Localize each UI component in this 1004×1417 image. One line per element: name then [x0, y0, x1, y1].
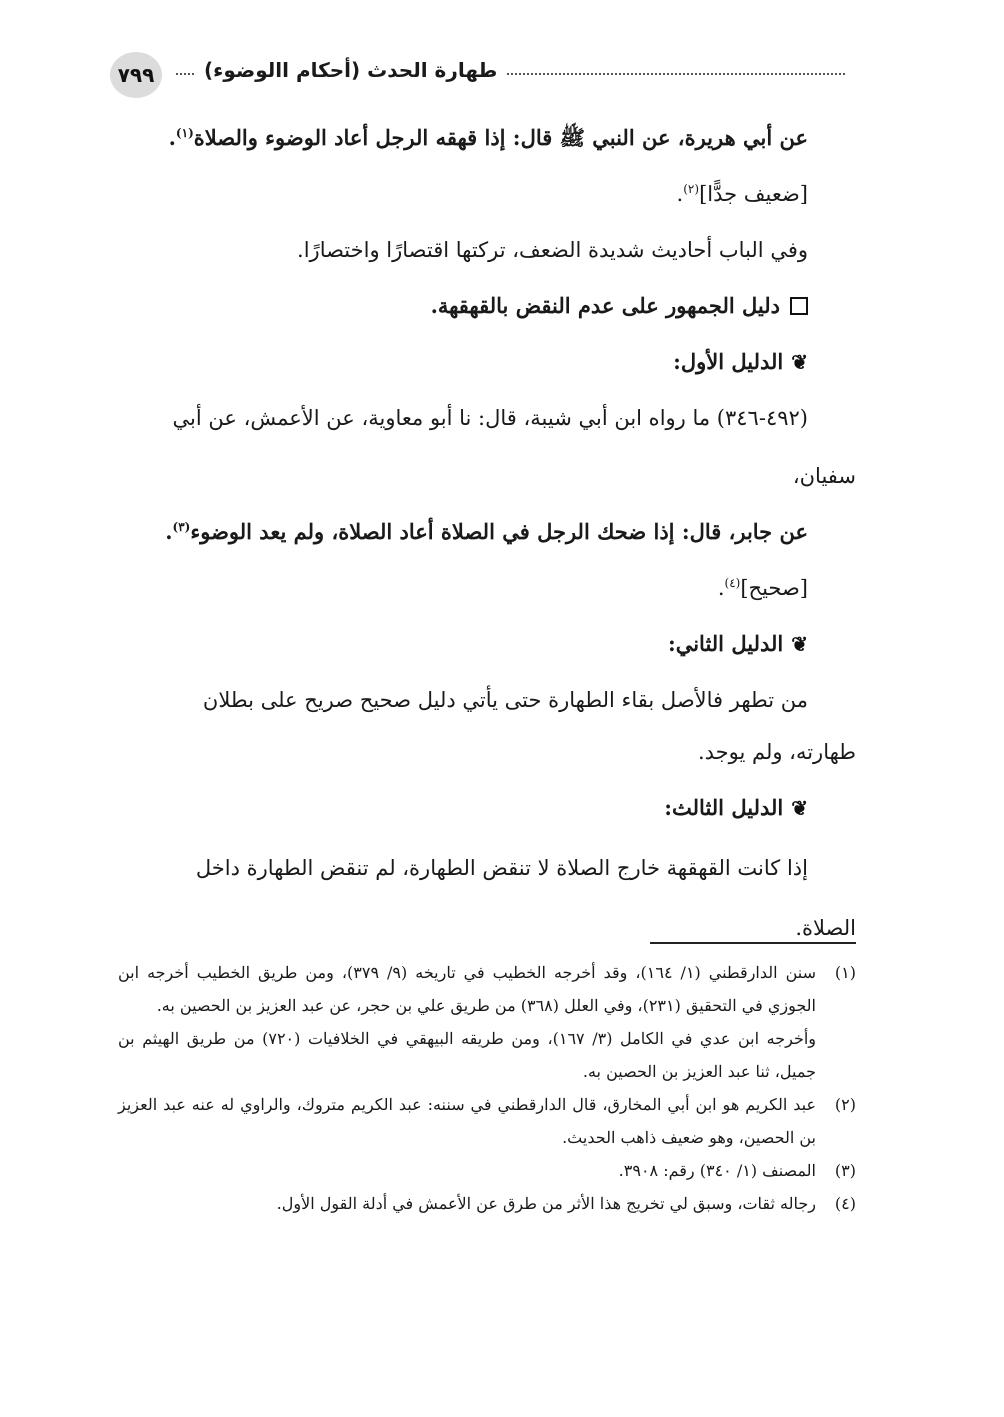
footnote-number: (٢) [834, 1095, 856, 1114]
footnote [118, 1088, 856, 1154]
athar-text: عن جابر، قال: إذا ضحك الرجل في الصلاة أعاد الصلاة، ولم يعد الوضوء$^{(٣)}$. [165, 519, 808, 544]
subsection-heading: ❦ الدليل الأول: [118, 334, 808, 390]
leaf-ornament-icon: ❦ [791, 350, 808, 374]
grading: [ضعيف جدًّا]$^{(٢)}$. [676, 182, 808, 206]
footnote [118, 1154, 856, 1187]
leader-dots [176, 73, 194, 75]
paragraph: طهارته، ولم يوجد. [697, 740, 856, 764]
leader-dots [507, 73, 845, 75]
leaf-ornament-icon: ❦ [791, 632, 808, 656]
footnote-ref: (٣) [172, 520, 191, 534]
main-text [118, 110, 856, 948]
footnote-ref: (٢) [683, 182, 700, 196]
grading: [صحيح]$^{(٤)}$. [717, 576, 808, 600]
footnote [118, 1022, 856, 1088]
page-number: ٧٩٩ [110, 52, 162, 98]
subsection-heading: ❦ الدليل الثالث: [118, 780, 808, 836]
footnote-number [816, 1022, 856, 1088]
footnote-number: (٤) [834, 1194, 856, 1213]
footnote-text: وأخرجه ابن عدي في الكامل (٣/ ١٦٧)، ومن طريقه البيهقي في الخلافيات (٧٢٠) من طريق الهيثم بن جميل، ثنا عبد العزيز بن الحصين به. [118, 1029, 817, 1081]
section-heading: دليل الجمهور على عدم النقض بالقهقهة. [118, 278, 808, 334]
footnote-ref: (٤) [724, 576, 741, 590]
leaf-ornament-icon: ❦ [791, 796, 808, 820]
square-outline-icon [790, 297, 808, 315]
page-header [110, 52, 845, 98]
isnad-line: سفيان، [792, 464, 856, 488]
hadith-text: عن أبي هريرة، عن النبي ﷺ قال: إذا قهقه الرجل أعاد الوضوء والصلاة$^{(١)}$. [168, 125, 808, 150]
footnote-text: عبد الكريم هو ابن أبي المخارق، قال الدارقطني في سننه: عبد الكريم متروك، والراوي له عنه عبد العزيز بن الحصين، وهو ضعيف ذاهب الحديث. [118, 1095, 816, 1147]
paragraph: وفي الباب أحاديث شديدة الضعف، تركتها اقتصارًا واختصارًا. [297, 238, 808, 262]
footnote-text: سنن الدارقطني (١/ ١٦٤)، وقد أخرجه الخطيب في تاريخه (٩/ ٣٧٩)، ومن طريق الخطيب أخرجه ابن الجوزي في التحقيق (٢٣١)، وفي العلل (٣٦٨) من طريق علي بن حجر، عن عبد العزيز بن الحصين به. [118, 963, 817, 1015]
paragraph: إذا كانت القهقهة خارج الصلاة لا تنقض الطهارة، لم تنقض الطهارة داخل [195, 856, 808, 880]
paragraph: من تطهر فالأصل بقاء الطهارة حتى يأتي دليل صحيح صريح على بطلان [202, 688, 808, 712]
footnote-ref: (١) [175, 126, 194, 140]
footnote-text: رجاله ثقات، وسبق لي تخريج هذا الأثر من طرق عن الأعمش في أدلة القول الأول. [276, 1194, 816, 1213]
footnote-number: (٣) [834, 1161, 856, 1180]
footnotes [118, 956, 856, 1220]
running-head [176, 58, 845, 82]
footnote-text: المصنف (١/ ٣٤٠) رقم: ٣٩٠٨. [618, 1161, 816, 1180]
footnote [118, 1187, 856, 1220]
footnote-number: (١) [834, 963, 856, 982]
footnote-separator [650, 942, 856, 944]
isnad-line: (٤٩٢-٣٤٦) ما رواه ابن أبي شيبة، قال: نا أبو معاوية، عن الأعمش، عن أبي [172, 406, 808, 430]
running-title: طهارة الحدث (أحكام االوضوء) [204, 58, 498, 82]
subsection-heading: ❦ الدليل الثاني: [118, 616, 808, 672]
footnote [118, 956, 856, 1022]
paragraph: الصلاة. [795, 916, 856, 940]
